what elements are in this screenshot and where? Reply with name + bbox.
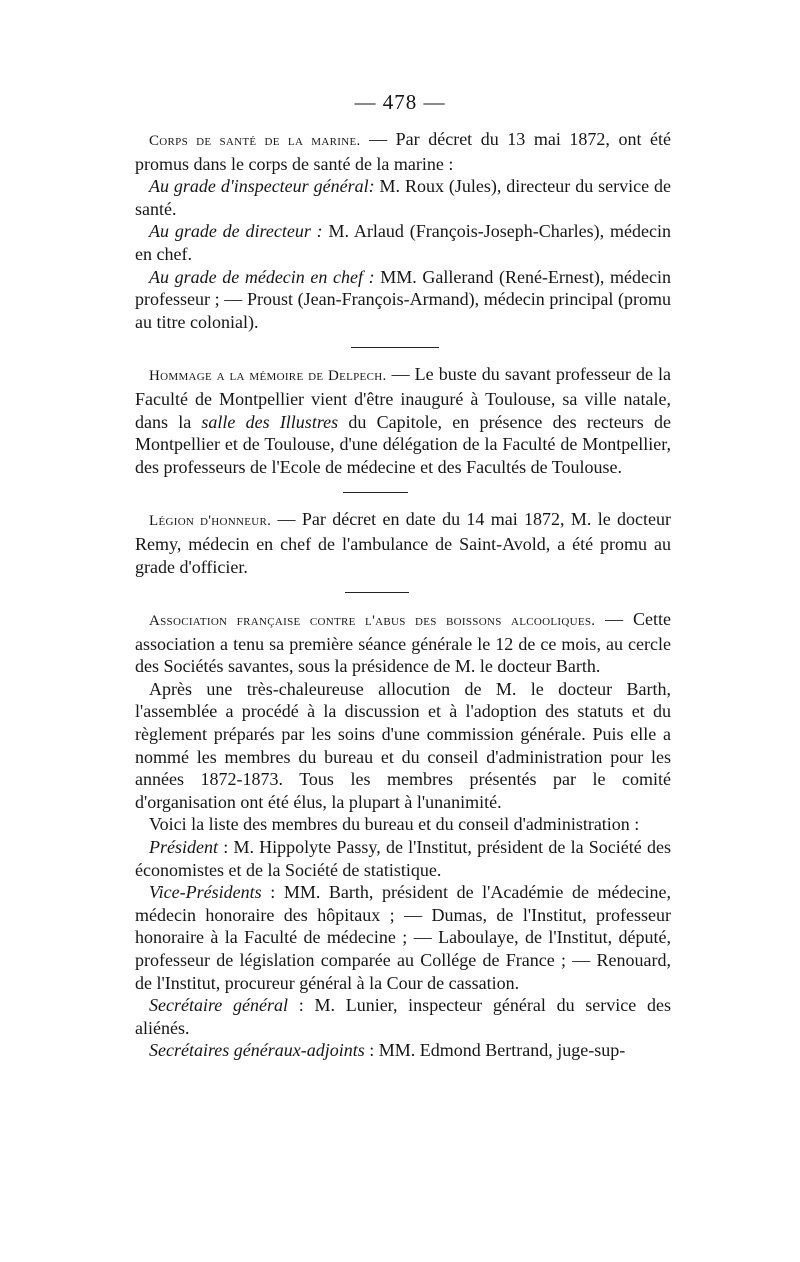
paragraph-text: — Par décret du 13 mai 1872, ont été promus dans le corps de santé de la marine : xyxy=(135,129,671,174)
page-body xyxy=(135,128,671,1062)
paragraph-secretaires-adjoints xyxy=(135,1039,671,1062)
paragraph-association-intro xyxy=(135,608,671,678)
section-divider xyxy=(135,478,671,508)
paragraph-grade-inspecteur xyxy=(135,175,671,220)
paragraph-hommage-delpech xyxy=(135,363,671,478)
paragraph-liste-membres: Voici la liste des membres du bureau et du conseil d'administration : xyxy=(149,814,640,835)
section-divider xyxy=(135,578,671,608)
role-label: Président xyxy=(149,837,218,858)
paragraph-vice-presidents xyxy=(135,881,671,994)
role-text: : M. Hippolyte Passy, de l'Institut, président de la Société des économistes et de la Société de statistique. xyxy=(135,837,671,880)
page-number: — 478 — xyxy=(354,90,446,114)
role-label: Secrétaires généraux-adjoints xyxy=(149,1040,365,1061)
paragraph-grade-directeur xyxy=(135,220,671,265)
section-title-hommage: Hommage a la mémoire de Delpech. xyxy=(149,368,387,385)
grade-label: Au grade de directeur : xyxy=(149,221,323,242)
paragraph-grade-medecin-chef xyxy=(135,266,671,334)
paragraph-text: — Cette association a tenu sa première séance générale le 12 de ce mois, au cercle des Sociétés savantes, sous la présidence de M. le docteur Barth. xyxy=(135,609,671,677)
section-title-corps-de-sante: Corps de santé de la marine. xyxy=(149,133,361,149)
paragraph-legion-honneur xyxy=(135,508,671,578)
grade-text: MM. Gallerand (René-Ernest), médecin professeur ; — Proust (Jean-François-Armand), médecin principal (promu au titre colonial). xyxy=(135,266,671,332)
paragraph-text: — Par décret en date du 14 mai 1872, M. le docteur Remy, médecin en chef de l'ambulance de Saint-Avold, a été promu au grade d'officier. xyxy=(135,509,671,577)
section-title-legion: Légion d'honneur. xyxy=(149,513,272,530)
role-text: : M. Lunier, inspecteur général du service des aliénés. xyxy=(135,995,671,1038)
role-text: : MM. Edmond Bertrand, juge-sup- xyxy=(364,1040,626,1061)
role-text: : MM. Barth, président de l'Académie de médecine, médecin honoraire des hôpitaux ; — Dumas, de l'Institut, professeur honoraire à la Faculté de médecine ; — Laboulaye, de l'Institut, député, professeur de législation comparée au Collége de France ; — Renouard, de l'Institut, procureur général à la Cour de cassation. xyxy=(135,882,671,993)
section-divider xyxy=(135,333,671,363)
italic-text: salle des Illustres xyxy=(201,411,339,432)
paragraph-assemblee: Après une très-chaleureuse allocution de M. le docteur Barth, l'assemblée a procédé à la discussion et à l'adoption des statuts et du règlement préparés par les soins d'une commission générale. Puis elle a nommé les membres du bureau et du conseil d'administration pour les années 1872-1873. Tous les membres présentés par le comité d'organisation ont été élus, la plupart à l'unanimité. xyxy=(135,678,671,812)
paragraph-president xyxy=(135,836,671,881)
paragraph-secretaire-general xyxy=(135,994,671,1039)
paragraph-text: du Capitole, en présence des recteurs de Montpellier et de Toulouse, d'une délégation de la Faculté de Montpellier, des professeurs de l'Ecole de médecine et des Facultés de Toulouse. xyxy=(135,411,671,477)
grade-text: M. Arlaud (François-Joseph-Charles), médecin en chef. xyxy=(135,221,671,264)
section-title-association: Association française contre l'abus des boissons alcooliques. xyxy=(149,613,596,630)
grade-text: M. Roux (Jules), directeur du service de santé. xyxy=(135,176,672,219)
role-label: Secrétaire général xyxy=(149,995,289,1016)
grade-label: Au grade de médecin en chef : xyxy=(149,266,375,287)
grade-label: Au grade d'inspecteur général: xyxy=(149,176,375,197)
paragraph-corps-de-sante xyxy=(135,128,671,175)
role-label: Vice-Présidents xyxy=(149,882,262,903)
paragraph-text: — Le buste du savant professeur de la Faculté de Montpellier vient d'être inauguré à Toulouse, sa ville natale, dans la xyxy=(135,364,671,432)
